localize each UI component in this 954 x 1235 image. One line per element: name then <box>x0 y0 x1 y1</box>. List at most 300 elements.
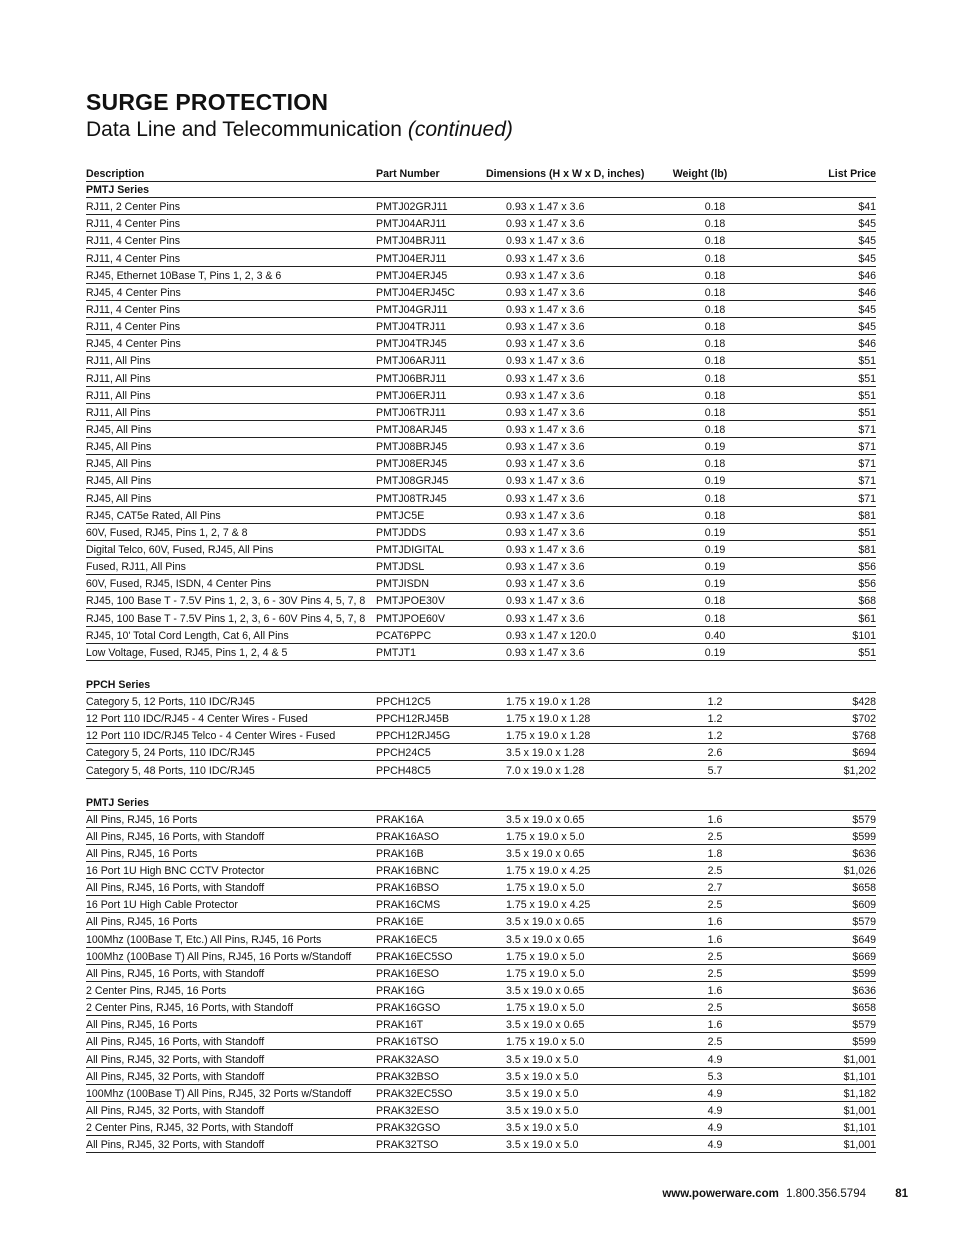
cell-dimensions: 0.93 x 1.47 x 3.6 <box>506 646 585 659</box>
cell-description: RJ45, All Pins <box>86 423 152 436</box>
cell-dimensions: 0.93 x 1.47 x 3.6 <box>506 526 585 539</box>
cell-part-number: PMTJDDS <box>376 526 427 539</box>
table-row <box>86 489 876 506</box>
table-row <box>86 1119 876 1136</box>
cell-list-price: $45 <box>858 252 876 265</box>
cell-weight: 0.19 <box>704 441 726 454</box>
cell-description: All Pins, RJ45, 32 Ports, with Standoff <box>86 1053 265 1066</box>
cell-weight: 0.18 <box>704 303 726 316</box>
cell-dimensions: 0.93 x 1.47 x 3.6 <box>506 201 585 214</box>
table-row <box>86 1050 876 1067</box>
footer-phone: 1.800.356.5794 <box>786 1188 866 1200</box>
cell-weight: 5.7 <box>707 764 723 777</box>
cell-list-price: $45 <box>858 235 876 248</box>
cell-part-number: PRAK32EC5SO <box>376 1087 453 1100</box>
cell-weight: 4.9 <box>707 1122 723 1135</box>
cell-description: All Pins, RJ45, 16 Ports, with Standoff <box>86 1036 265 1049</box>
cell-dimensions: 3.5 x 19.0 x 5.0 <box>506 1053 579 1066</box>
cell-part-number: PMTJC5E <box>376 509 425 522</box>
cell-list-price: $45 <box>858 303 876 316</box>
cell-list-price: $46 <box>858 286 876 299</box>
cell-dimensions: 1.75 x 19.0 x 5.0 <box>506 1036 585 1049</box>
table-row <box>86 592 876 609</box>
table-row <box>86 744 876 761</box>
cell-list-price: $1,101 <box>843 1070 876 1083</box>
cell-list-price: $1,202 <box>843 764 876 777</box>
cell-weight: 1.6 <box>707 916 723 929</box>
cell-part-number: PMTJISDN <box>376 578 429 591</box>
cell-part-number: PRAK32ESO <box>376 1105 440 1118</box>
cell-list-price: $649 <box>852 933 876 946</box>
table-header <box>86 166 876 182</box>
table-row <box>86 644 876 661</box>
cell-list-price: $51 <box>858 372 876 385</box>
cell-weight: 2.5 <box>707 1036 723 1049</box>
cell-weight: 4.9 <box>707 1139 723 1152</box>
cell-dimensions: 0.93 x 1.47 x 3.6 <box>506 355 585 368</box>
cell-description: All Pins, RJ45, 32 Ports, with Standoff <box>86 1070 265 1083</box>
cell-part-number: PMTJ04ERJ11 <box>376 252 447 265</box>
cell-weight: 0.18 <box>704 269 726 282</box>
table-row <box>86 524 876 541</box>
table-row <box>86 541 876 558</box>
cell-part-number: PMTJ04TRJ11 <box>376 321 446 334</box>
cell-description: RJ45, All Pins <box>86 492 152 505</box>
cell-part-number: PPCH12C5 <box>376 695 431 708</box>
cell-weight: 0.18 <box>704 595 726 608</box>
table-row <box>86 1033 876 1050</box>
col-weight-header: Weight (lb) <box>672 168 728 180</box>
cell-weight: 2.5 <box>707 865 723 878</box>
cell-weight: 1.6 <box>707 985 723 998</box>
table-row <box>86 558 876 575</box>
table-body <box>86 182 876 1153</box>
footer-url[interactable]: www.powerware.com <box>662 1188 779 1200</box>
cell-part-number: PRAK16T <box>376 1019 424 1032</box>
cell-list-price: $51 <box>858 389 876 402</box>
cell-list-price: $71 <box>858 423 876 436</box>
table-row <box>86 352 876 369</box>
cell-weight: 0.18 <box>704 201 726 214</box>
cell-list-price: $768 <box>852 730 876 743</box>
cell-weight: 0.18 <box>704 355 726 368</box>
table-row <box>86 438 876 455</box>
cell-part-number: PRAK16TSO <box>376 1036 439 1049</box>
cell-dimensions: 1.75 x 19.0 x 5.0 <box>506 882 585 895</box>
cell-description: 100Mhz (100Base T) All Pins, RJ45, 32 Ports w/Standoff <box>86 1087 352 1100</box>
cell-dimensions: 0.93 x 1.47 x 120.0 <box>506 629 597 642</box>
cell-list-price: $51 <box>858 526 876 539</box>
cell-part-number: PRAK32BSO <box>376 1070 440 1083</box>
cell-dimensions: 0.93 x 1.47 x 3.6 <box>506 338 585 351</box>
table-row <box>86 693 876 710</box>
cell-weight: 4.9 <box>707 1105 723 1118</box>
section-heading <box>86 779 876 811</box>
cell-list-price: $428 <box>852 695 876 708</box>
cell-weight: 2.5 <box>707 830 723 843</box>
cell-dimensions: 1.75 x 19.0 x 4.25 <box>506 899 591 912</box>
cell-list-price: $1,182 <box>843 1087 876 1100</box>
cell-dimensions: 0.93 x 1.47 x 3.6 <box>506 543 585 556</box>
cell-list-price: $81 <box>858 543 876 556</box>
cell-part-number: PMTJDSL <box>376 561 425 574</box>
cell-description: 2 Center Pins, RJ45, 32 Ports, with Standoff <box>86 1122 294 1135</box>
cell-list-price: $68 <box>858 595 876 608</box>
cell-list-price: $71 <box>858 475 876 488</box>
cell-dimensions: 3.5 x 19.0 x 5.0 <box>506 1087 579 1100</box>
cell-part-number: PRAK16E <box>376 916 424 929</box>
cell-list-price: $41 <box>858 201 876 214</box>
cell-list-price: $1,026 <box>843 865 876 878</box>
cell-list-price: $81 <box>858 509 876 522</box>
table-row <box>86 965 876 982</box>
table-row <box>86 198 876 215</box>
table-row <box>86 404 876 421</box>
page-title: SURGE PROTECTION <box>86 89 329 115</box>
cell-weight: 0.18 <box>704 509 726 522</box>
cell-description: RJ45, 10' Total Cord Length, Cat 6, All Pins <box>86 629 289 642</box>
cell-description: 100Mhz (100Base T, Etc.) All Pins, RJ45, 16 Ports <box>86 933 322 946</box>
cell-description: All Pins, RJ45, 32 Ports, with Standoff <box>86 1105 265 1118</box>
cell-part-number: PRAK16B <box>376 847 424 860</box>
cell-weight: 0.18 <box>704 492 726 505</box>
cell-dimensions: 1.75 x 19.0 x 1.28 <box>506 713 591 726</box>
cell-dimensions: 1.75 x 19.0 x 5.0 <box>506 967 585 980</box>
cell-part-number: PRAK16ASO <box>376 830 440 843</box>
cell-part-number: PMTJ04ERJ45 <box>376 269 448 282</box>
cell-dimensions: 0.93 x 1.47 x 3.6 <box>506 235 585 248</box>
cell-list-price: $579 <box>852 1019 876 1032</box>
cell-description: 16 Port 1U High BNC CCTV Protector <box>86 865 265 878</box>
cell-part-number: PRAK16CMS <box>376 899 441 912</box>
cell-list-price: $51 <box>858 406 876 419</box>
table-row <box>86 335 876 352</box>
table-row <box>86 999 876 1016</box>
table-row <box>86 421 876 438</box>
cell-dimensions: 0.93 x 1.47 x 3.6 <box>506 475 585 488</box>
cell-list-price: $636 <box>852 985 876 998</box>
cell-weight: 0.19 <box>704 475 726 488</box>
cell-list-price: $71 <box>858 441 876 454</box>
cell-list-price: $636 <box>852 847 876 860</box>
price-table <box>86 166 876 1153</box>
cell-list-price: $702 <box>852 713 876 726</box>
cell-dimensions: 0.93 x 1.47 x 3.6 <box>506 441 585 454</box>
cell-part-number: PMTJ06BRJ11 <box>376 372 447 385</box>
cell-part-number: PMTJT1 <box>376 646 417 659</box>
cell-description: 60V, Fused, RJ45, Pins 1, 2, 7 & 8 <box>86 526 248 539</box>
cell-part-number: PMTJ08TRJ45 <box>376 492 447 505</box>
cell-part-number: PRAK32ASO <box>376 1053 440 1066</box>
cell-dimensions: 3.5 x 19.0 x 5.0 <box>506 1122 579 1135</box>
cell-part-number: PMTJ08BRJ45 <box>376 441 448 454</box>
subtitle-continued: (continued) <box>407 118 513 141</box>
table-row <box>86 1085 876 1102</box>
cell-description: RJ11, All Pins <box>86 355 151 368</box>
table-row <box>86 930 876 947</box>
cell-description: 12 Port 110 IDC/RJ45 Telco - 4 Center Wires - Fused <box>86 730 336 743</box>
cell-part-number: PRAK16ESO <box>376 967 440 980</box>
cell-weight: 0.18 <box>704 612 726 625</box>
table-row <box>86 828 876 845</box>
cell-weight: 0.19 <box>704 578 726 591</box>
cell-description: Category 5, 24 Ports, 110 IDC/RJ45 <box>86 747 255 760</box>
cell-part-number: PPCH12RJ45B <box>376 713 450 726</box>
section-name: PPCH Series <box>86 678 151 691</box>
cell-list-price: $101 <box>852 629 876 642</box>
cell-part-number: PRAK32TSO <box>376 1139 439 1152</box>
table-row <box>86 627 876 644</box>
table-row <box>86 301 876 318</box>
cell-weight: 2.5 <box>707 967 723 980</box>
col-part-header: Part Number <box>376 168 440 180</box>
table-row <box>86 982 876 999</box>
cell-weight: 0.18 <box>704 338 726 351</box>
cell-dimensions: 0.93 x 1.47 x 3.6 <box>506 423 585 436</box>
cell-description: All Pins, RJ45, 16 Ports, with Standoff <box>86 967 265 980</box>
cell-dimensions: 3.5 x 19.0 x 0.65 <box>506 847 585 860</box>
cell-description: Digital Telco, 60V, Fused, RJ45, All Pins <box>86 543 274 556</box>
cell-list-price: $46 <box>858 269 876 282</box>
cell-dimensions: 0.93 x 1.47 x 3.6 <box>506 509 585 522</box>
cell-dimensions: 3.5 x 19.0 x 5.0 <box>506 1105 579 1118</box>
cell-dimensions: 0.93 x 1.47 x 3.6 <box>506 321 585 334</box>
cell-description: 60V, Fused, RJ45, ISDN, 4 Center Pins <box>86 578 272 591</box>
table-row <box>86 879 876 896</box>
cell-list-price: $599 <box>852 830 876 843</box>
cell-dimensions: 1.75 x 19.0 x 4.25 <box>506 865 591 878</box>
cell-description: RJ11, 4 Center Pins <box>86 218 181 231</box>
cell-list-price: $56 <box>858 561 876 574</box>
cell-part-number: PMTJDIGITAL <box>376 543 445 556</box>
cell-weight: 0.18 <box>704 286 726 299</box>
cell-dimensions: 7.0 x 19.0 x 1.28 <box>506 764 585 777</box>
table-row <box>86 267 876 284</box>
cell-weight: 0.18 <box>704 321 726 334</box>
cell-list-price: $658 <box>852 882 876 895</box>
cell-dimensions: 0.93 x 1.47 x 3.6 <box>506 252 585 265</box>
cell-list-price: $609 <box>852 899 876 912</box>
cell-weight: 0.18 <box>704 218 726 231</box>
cell-list-price: $56 <box>858 578 876 591</box>
cell-description: Fused, RJ11, All Pins <box>86 561 186 574</box>
page-number: 81 <box>895 1188 908 1200</box>
cell-weight: 4.9 <box>707 1087 723 1100</box>
cell-weight: 0.18 <box>704 423 726 436</box>
cell-part-number: PMTJ06TRJ11 <box>376 406 446 419</box>
cell-list-price: $51 <box>858 646 876 659</box>
table-row <box>86 896 876 913</box>
table-row <box>86 862 876 879</box>
cell-description: All Pins, RJ45, 16 Ports, with Standoff <box>86 882 265 895</box>
cell-description: RJ45, All Pins <box>86 475 152 488</box>
cell-description: 2 Center Pins, RJ45, 16 Ports <box>86 985 227 998</box>
table-row <box>86 1068 876 1085</box>
cell-list-price: $1,001 <box>843 1139 876 1152</box>
cell-dimensions: 0.93 x 1.47 x 3.6 <box>506 595 585 608</box>
cell-part-number: PMTJ06ARJ11 <box>376 355 447 368</box>
table-row <box>86 1102 876 1119</box>
cell-dimensions: 3.5 x 19.0 x 1.28 <box>506 747 585 760</box>
cell-part-number: PRAK16EC5 <box>376 933 438 946</box>
cell-weight: 0.19 <box>704 646 726 659</box>
cell-weight: 2.5 <box>707 899 723 912</box>
cell-description: RJ11, All Pins <box>86 406 151 419</box>
cell-weight: 0.18 <box>704 252 726 265</box>
cell-weight: 0.18 <box>704 458 726 471</box>
cell-part-number: PMTJ04GRJ11 <box>376 303 448 316</box>
cell-dimensions: 3.5 x 19.0 x 0.65 <box>506 813 585 826</box>
cell-dimensions: 0.93 x 1.47 x 3.6 <box>506 269 585 282</box>
cell-list-price: $599 <box>852 1036 876 1049</box>
cell-list-price: $694 <box>852 747 876 760</box>
cell-list-price: $46 <box>858 338 876 351</box>
col-price-header: List Price <box>828 168 876 180</box>
cell-description: RJ45, 4 Center Pins <box>86 338 181 351</box>
cell-description: 16 Port 1U High Cable Protector <box>86 899 238 912</box>
cell-dimensions: 0.93 x 1.47 x 3.6 <box>506 406 585 419</box>
cell-part-number: PPCH12RJ45G <box>376 730 451 743</box>
cell-part-number: PMTJ08ERJ45 <box>376 458 448 471</box>
section-heading <box>86 182 876 198</box>
cell-description: RJ45, All Pins <box>86 458 152 471</box>
cell-part-number: PMTJ06ERJ11 <box>376 389 447 402</box>
table-row <box>86 845 876 862</box>
cell-list-price: $658 <box>852 1002 876 1015</box>
cell-part-number: PRAK16G <box>376 985 425 998</box>
cell-weight: 0.18 <box>704 235 726 248</box>
table-row <box>86 249 876 266</box>
cell-description: Low Voltage, Fused, RJ45, Pins 1, 2, 4 & 5 <box>86 646 288 659</box>
cell-weight: 2.6 <box>707 747 723 760</box>
cell-description: RJ11, All Pins <box>86 389 151 402</box>
cell-weight: 0.19 <box>704 543 726 556</box>
cell-dimensions: 0.93 x 1.47 x 3.6 <box>506 458 585 471</box>
cell-description: RJ45, Ethernet 10Base T, Pins 1, 2, 3 & 6 <box>86 269 282 282</box>
cell-weight: 0.19 <box>704 526 726 539</box>
cell-dimensions: 0.93 x 1.47 x 3.6 <box>506 389 585 402</box>
cell-list-price: $71 <box>858 492 876 505</box>
cell-list-price: $599 <box>852 967 876 980</box>
cell-part-number: PMTJ04TRJ45 <box>376 338 447 351</box>
cell-description: 2 Center Pins, RJ45, 16 Ports, with Standoff <box>86 1002 294 1015</box>
cell-description: RJ45, CAT5e Rated, All Pins <box>86 509 221 522</box>
cell-description: All Pins, RJ45, 16 Ports <box>86 1019 198 1032</box>
section-name: PMTJ Series <box>86 796 150 809</box>
cell-list-price: $61 <box>858 612 876 625</box>
cell-dimensions: 3.5 x 19.0 x 0.65 <box>506 1019 585 1032</box>
cell-description: 100Mhz (100Base T) All Pins, RJ45, 16 Ports w/Standoff <box>86 950 352 963</box>
section-name: PMTJ Series <box>86 184 150 196</box>
cell-description: RJ11, 4 Center Pins <box>86 303 181 316</box>
cell-part-number: PMTJ04ARJ11 <box>376 218 447 231</box>
cell-weight: 0.18 <box>704 389 726 402</box>
table-row <box>86 727 876 744</box>
table-row <box>86 1016 876 1033</box>
table-row <box>86 472 876 489</box>
cell-part-number: PRAK32GSO <box>376 1122 441 1135</box>
cell-list-price: $579 <box>852 813 876 826</box>
cell-dimensions: 0.93 x 1.47 x 3.6 <box>506 218 585 231</box>
cell-description: RJ11, All Pins <box>86 372 151 385</box>
cell-list-price: $45 <box>858 321 876 334</box>
cell-part-number: PCAT6PPC <box>376 629 432 642</box>
cell-dimensions: 0.93 x 1.47 x 3.6 <box>506 492 585 505</box>
cell-part-number: PMTJ04BRJ11 <box>376 235 447 248</box>
cell-dimensions: 3.5 x 19.0 x 0.65 <box>506 916 585 929</box>
table-row <box>86 215 876 232</box>
cell-description: RJ11, 4 Center Pins <box>86 235 181 248</box>
cell-part-number: PMTJPOE30V <box>376 595 445 608</box>
cell-part-number: PRAK16EC5SO <box>376 950 453 963</box>
cell-description: RJ45, 100 Base T - 7.5V Pins 1, 2, 3, 6 - 30V Pins 4, 5, 7, 8 <box>86 595 366 608</box>
subtitle-main: Data Line and Telecommunication <box>86 118 402 141</box>
cell-list-price: $669 <box>852 950 876 963</box>
cell-dimensions: 1.75 x 19.0 x 1.28 <box>506 695 591 708</box>
cell-description: RJ45, All Pins <box>86 441 152 454</box>
col-dimensions-header: Dimensions (H x W x D, inches) <box>486 168 645 180</box>
page-subtitle <box>86 117 513 143</box>
cell-description: RJ11, 4 Center Pins <box>86 321 181 334</box>
cell-list-price: $45 <box>858 218 876 231</box>
cell-dimensions: 1.75 x 19.0 x 5.0 <box>506 950 585 963</box>
table-row <box>86 232 876 249</box>
table-row <box>86 710 876 727</box>
cell-weight: 0.18 <box>704 372 726 385</box>
cell-part-number: PMTJ08ARJ45 <box>376 423 448 436</box>
cell-description: All Pins, RJ45, 16 Ports, with Standoff <box>86 830 265 843</box>
cell-part-number: PMTJ08GRJ45 <box>376 475 449 488</box>
page-footer <box>662 1188 908 1200</box>
cell-part-number: PRAK16A <box>376 813 424 826</box>
cell-description: Category 5, 12 Ports, 110 IDC/RJ45 <box>86 695 255 708</box>
cell-weight: 1.2 <box>707 695 723 708</box>
cell-list-price: $1,101 <box>843 1122 876 1135</box>
cell-part-number: PPCH24C5 <box>376 747 431 760</box>
cell-dimensions: 0.93 x 1.47 x 3.6 <box>506 303 585 316</box>
section-heading <box>86 661 876 693</box>
cell-part-number: PRAK16BNC <box>376 865 439 878</box>
cell-weight: 1.2 <box>707 713 723 726</box>
table-row <box>86 1136 876 1153</box>
table-row <box>86 455 876 472</box>
cell-part-number: PMTJ02GRJ11 <box>376 201 448 214</box>
table-row <box>86 811 876 828</box>
cell-description: Category 5, 48 Ports, 110 IDC/RJ45 <box>86 764 255 777</box>
cell-part-number: PPCH48C5 <box>376 764 431 777</box>
cell-list-price: $1,001 <box>843 1105 876 1118</box>
table-row <box>86 575 876 592</box>
cell-weight: 1.8 <box>707 847 723 860</box>
cell-weight: 2.5 <box>707 950 723 963</box>
col-description-header: Description <box>86 168 145 180</box>
cell-dimensions: 0.93 x 1.47 x 3.6 <box>506 612 585 625</box>
cell-dimensions: 3.5 x 19.0 x 0.65 <box>506 985 585 998</box>
cell-list-price: $1,001 <box>843 1053 876 1066</box>
cell-description: RJ11, 4 Center Pins <box>86 252 181 265</box>
cell-description: RJ45, 100 Base T - 7.5V Pins 1, 2, 3, 6 - 60V Pins 4, 5, 7, 8 <box>86 612 366 625</box>
cell-part-number: PRAK16BSO <box>376 882 440 895</box>
cell-dimensions: 0.93 x 1.47 x 3.6 <box>506 578 585 591</box>
cell-description: All Pins, RJ45, 32 Ports, with Standoff <box>86 1139 265 1152</box>
cell-list-price: $51 <box>858 355 876 368</box>
cell-description: All Pins, RJ45, 16 Ports <box>86 916 198 929</box>
cell-dimensions: 0.93 x 1.47 x 3.6 <box>506 561 585 574</box>
cell-description: All Pins, RJ45, 16 Ports <box>86 813 198 826</box>
cell-dimensions: 1.75 x 19.0 x 5.0 <box>506 1002 585 1015</box>
cell-weight: 1.6 <box>707 933 723 946</box>
cell-weight: 0.40 <box>704 629 726 642</box>
